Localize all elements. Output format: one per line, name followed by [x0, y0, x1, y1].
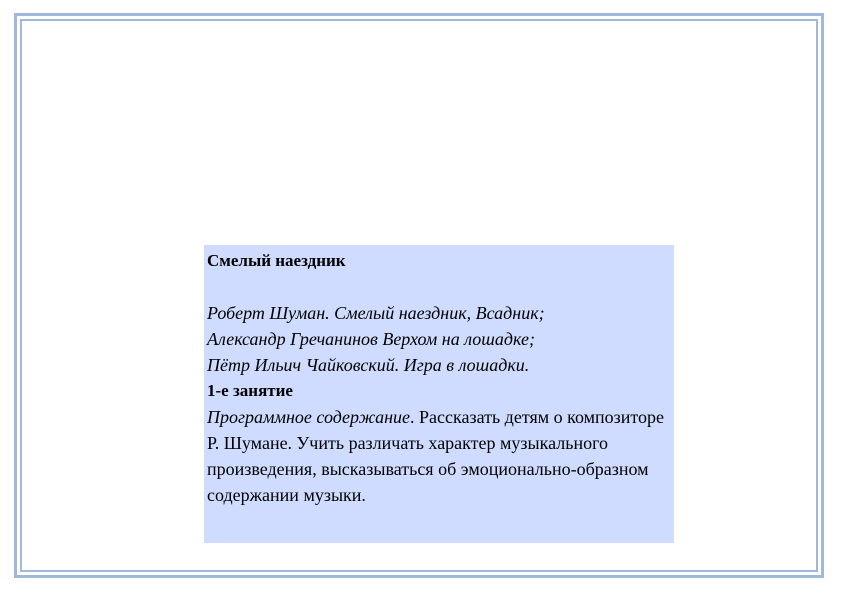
credit-line: Александр Гречанинов Верхом на лошадке;	[207, 329, 535, 349]
program-content	[207, 404, 670, 508]
music-credits	[207, 300, 670, 378]
program-label: Программное содержание	[207, 407, 411, 427]
credit-line: Роберт Шуман. Смелый наездник, Всадник;	[207, 303, 545, 323]
lesson-heading: 1-е занятие	[207, 381, 293, 400]
program-text: . Рассказать детям о композиторе Р. Шумане. Учить различать характер музыкального произведения, высказываться об эмоционально-образном содержании музыки.	[207, 407, 664, 505]
lesson-title: Смелый наездник	[207, 251, 346, 270]
credit-line: Пётр Ильич Чайковский. Игра в лошадки.	[207, 355, 530, 375]
spacer	[207, 274, 670, 300]
text-box	[204, 245, 674, 543]
